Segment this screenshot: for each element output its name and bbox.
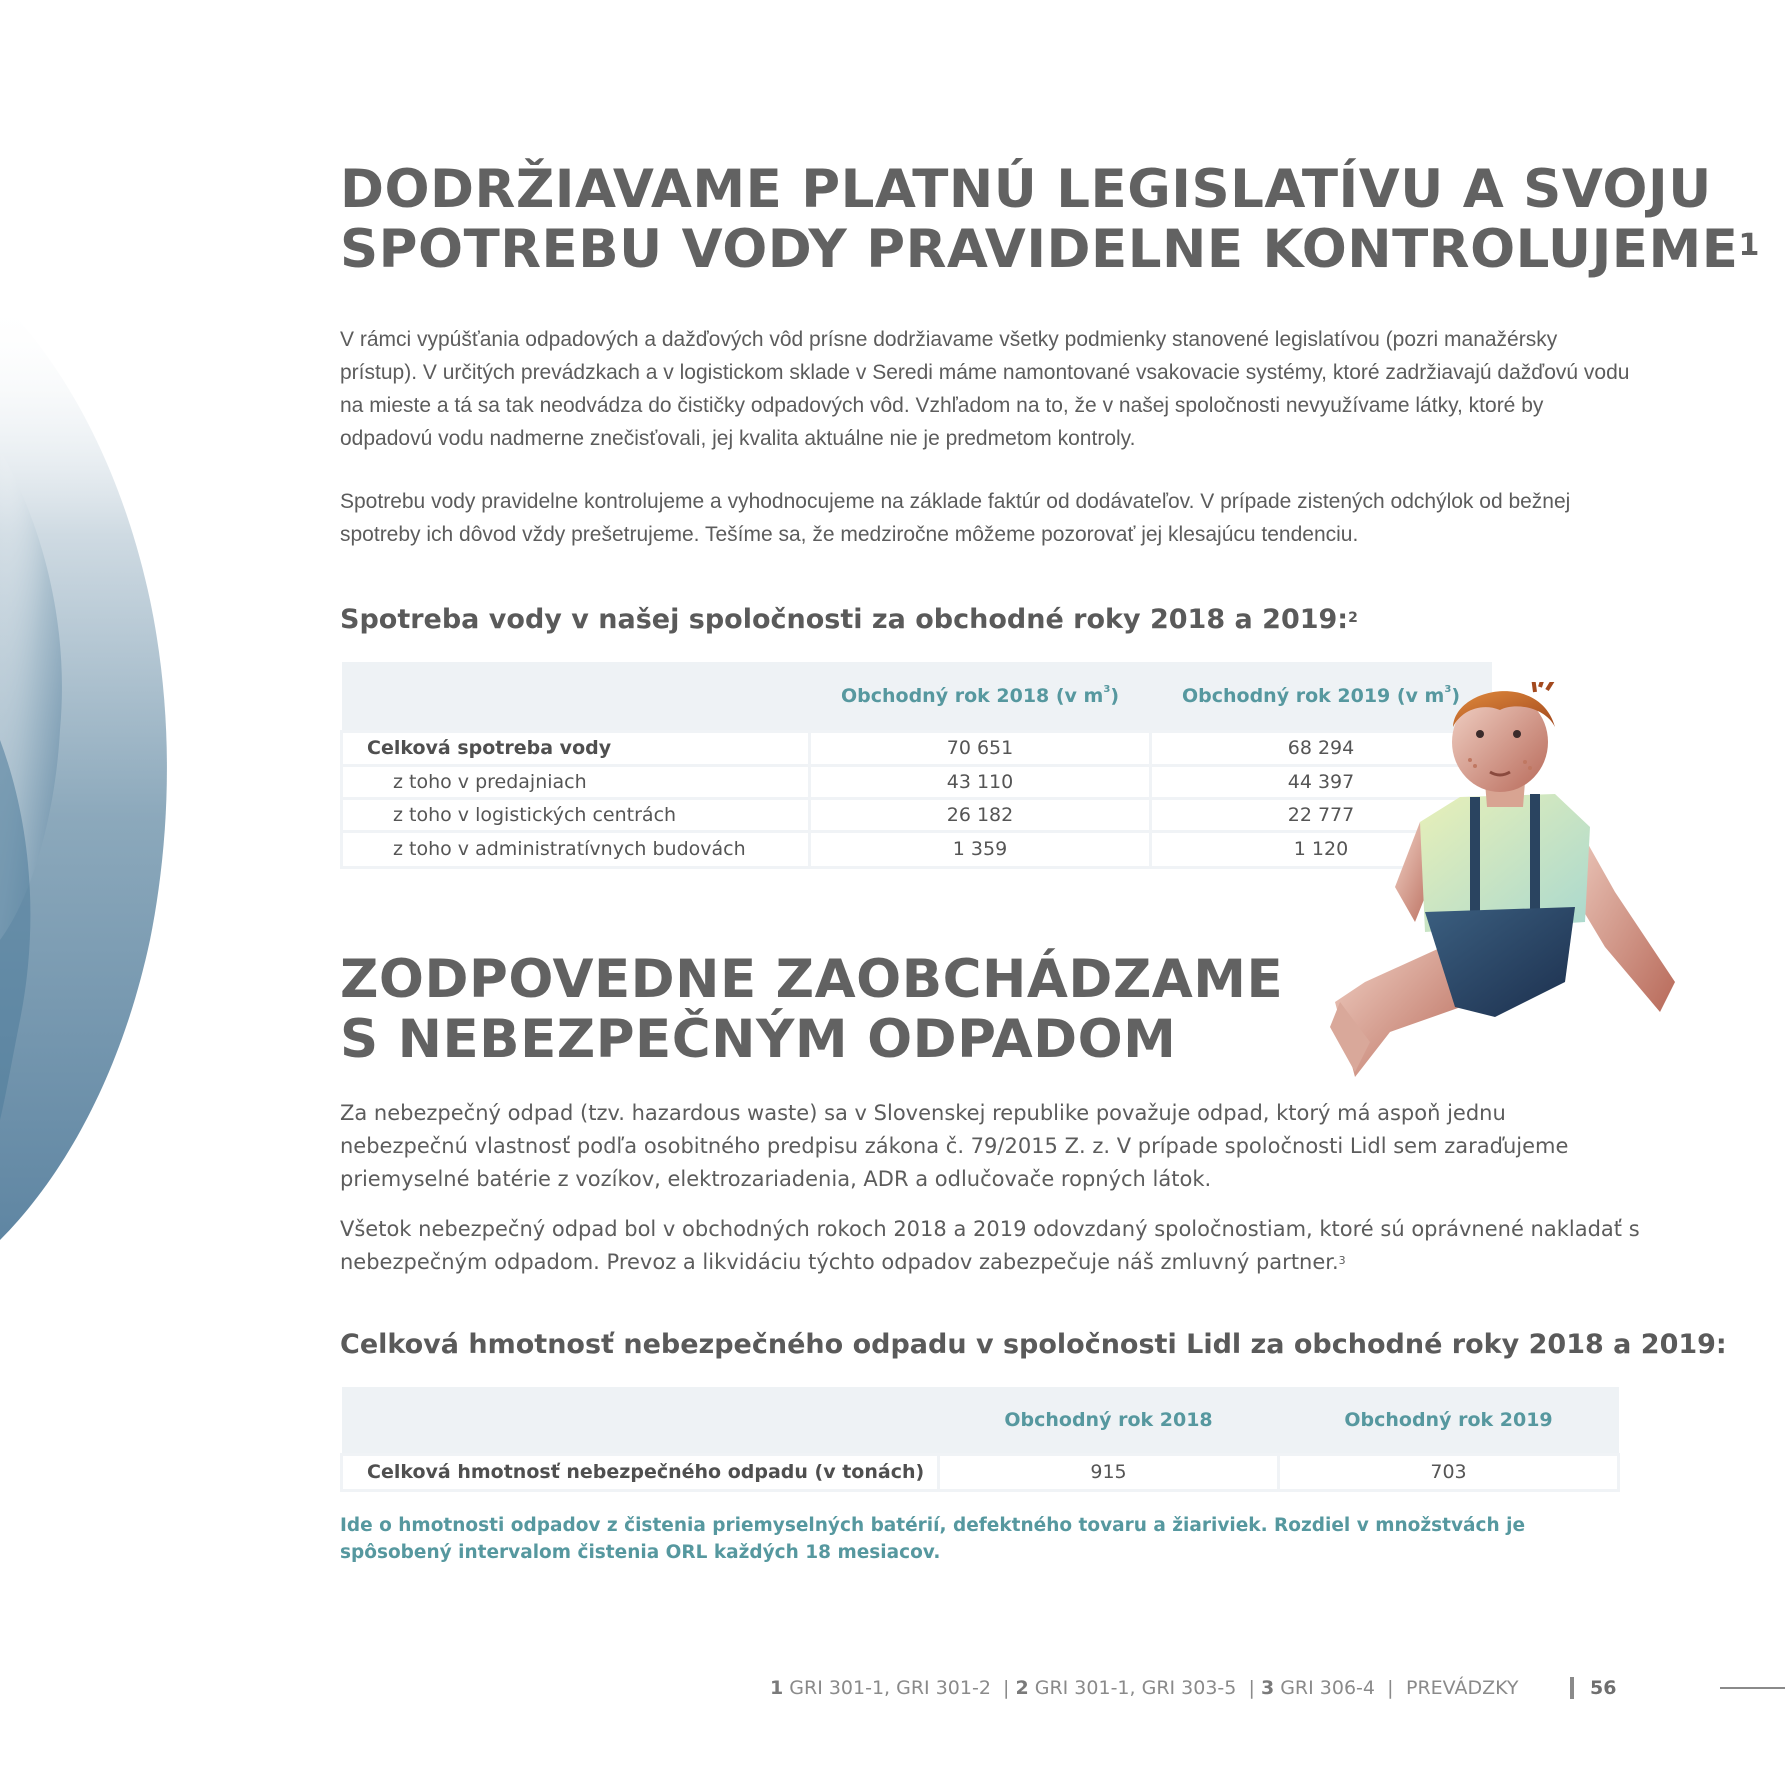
- waste-paragraph-1: Za nebezpečný odpad (tzv. hazardous waste) sa v Slovenskej republike považuje odpad, ktorý má aspoň jednu nebezpečnú vlastnosť podľa osobitného predpisu zákona č. 79/2015 Z. z. V prípade spoločnosti Lidl sem zaraďujeme priemyselné batérie z vozíkov, elektrozariadenia, ADR a odlučovače ropných látok.: [340, 1101, 1569, 1191]
- water-table-heading: [340, 602, 1358, 638]
- title-line-2: SPOTREBU VODY PRAVIDELNE KONTROLUJEME: [340, 219, 1739, 280]
- table-header-row: [342, 662, 1492, 731]
- header-year-2019: Obchodný rok 2019: [1279, 1387, 1619, 1454]
- table-header-row: [342, 1387, 1619, 1454]
- row-label: z toho v predajniach: [342, 765, 810, 798]
- value-2019: 1 120: [1151, 831, 1492, 867]
- table-row: [342, 1454, 1619, 1490]
- header-empty: [342, 662, 810, 731]
- value-2019: 68 294: [1151, 731, 1492, 765]
- value-2018: 70 651: [810, 731, 1151, 765]
- page-footer: [770, 1672, 1620, 1704]
- hazardous-waste-table: [340, 1387, 1620, 1492]
- title-line-1: DODRŽIAVAME PLATNÚ LEGISLATÍVU A SVOJU: [340, 159, 1712, 220]
- title-line-1: ZODPOVEDNE ZAOBCHÁDZAME: [340, 949, 1284, 1010]
- value-2018: 915: [939, 1454, 1279, 1490]
- footnote-marker: 1: [1738, 228, 1760, 263]
- table-row: [342, 798, 1492, 831]
- title-line-2: S NEBEZPEČNÝM ODPADOM: [340, 1009, 1177, 1070]
- waste-table-heading: Celková hmotnosť nebezpečného odpadu v spoločnosti Lidl za obchodné roky 2018 a 2019:: [340, 1329, 1727, 1360]
- table-row: [342, 765, 1492, 798]
- header-year-2019: Obchodný rok 2019 (v $m^3$): [1151, 662, 1492, 731]
- water-paragraph-1: V rámci vypúšťania odpadových a dažďových vôd prísne dodržiavame všetky podmienky stanovené legislatívou (pozri manažérsky prístup). V určitých prevádzkach a v logistickom sklade v Seredi máme namontované vsakovacie systémy, ktoré zadržiavajú dažďovú vodu na mieste a tá sa tak neodvádza do čističky odpadových vôd. Vzhľadom na to, že v našej spoločnosti nevyužívame látky, ktoré by odpadovú vodu nadmerne znečisťovali, jej kvalita aktuálne nie je predmetom kontroly.: [340, 328, 1630, 450]
- page-number: 56: [1590, 1677, 1617, 1699]
- section-title-water: [340, 159, 1760, 280]
- row-label: z toho v logistických centrách: [342, 798, 810, 831]
- value-2019: 22 777: [1151, 798, 1492, 831]
- value-2018: 1 359: [810, 831, 1151, 867]
- table-row: [342, 731, 1492, 765]
- row-label: Celková hmotnosť nebezpečného odpadu (v tonách): [342, 1454, 939, 1490]
- header-year-2018: Obchodný rok 2018: [939, 1387, 1279, 1454]
- value-2018: 26 182: [810, 798, 1151, 831]
- footer-section-name: PREVÁDZKY: [1406, 1677, 1519, 1699]
- footnote-marker: 2: [1348, 610, 1358, 626]
- footer-edge-line: [1720, 1687, 1785, 1689]
- row-label: z toho v administratívnych budovách: [342, 831, 810, 867]
- boy-illustration: [1325, 682, 1680, 1082]
- header-year-2018: Obchodný rok 2018 (v $m^3$): [810, 662, 1151, 731]
- water-consumption-table: [340, 662, 1493, 869]
- value-2018: 43 110: [810, 765, 1151, 798]
- waste-paragraph-2: Všetok nebezpečný odpad bol v obchodných rokoch 2018 a 2019 odovzdaný spoločnostiam, ktoré sú oprávnené nakladať s nebezpečným odpadom. Prevoz a likvidáciu týchto odpadov zabezpečuje náš zmluvný partner.$^3$: [340, 1217, 1640, 1274]
- decorative-water-shape: [0, 300, 200, 1250]
- footnote-marker: 3: [1338, 1254, 1346, 1267]
- footer-gri-refs: 1 GRI 301-1, GRI 301-2 | 2 GRI 301-1, GRI 303-5 | 3 GRI 306-4 |: [770, 1677, 1394, 1699]
- value-2019: 703: [1279, 1454, 1619, 1490]
- footer-divider: [1570, 1677, 1574, 1699]
- header-empty: [342, 1387, 939, 1454]
- water-paragraph-2: Spotrebu vody pravidelne kontrolujeme a vyhodnocujeme na základe faktúr od dodávateľov. V prípade zistených odchýlok od bežnej spotreby ich dôvod vždy prešetrujeme. Tešíme sa, že medziročne môžeme pozorovať jej klesajúcu tendenciu.: [340, 490, 1571, 546]
- water-table-heading-text: Spotreba vody v našej spoločnosti za obchodné roky 2018 a 2019:: [340, 604, 1349, 635]
- waste-note: Ide o hmotnosti odpadov z čistenia priemyselných batérií, defektného tovaru a žiariviek. Rozdiel v množstvách je spôsobený intervalom čistenia ORL každých 18 mesiacov.: [340, 1515, 1525, 1563]
- table-row: [342, 831, 1492, 867]
- row-label: Celková spotreba vody: [342, 731, 810, 765]
- value-2019: 44 397: [1151, 765, 1492, 798]
